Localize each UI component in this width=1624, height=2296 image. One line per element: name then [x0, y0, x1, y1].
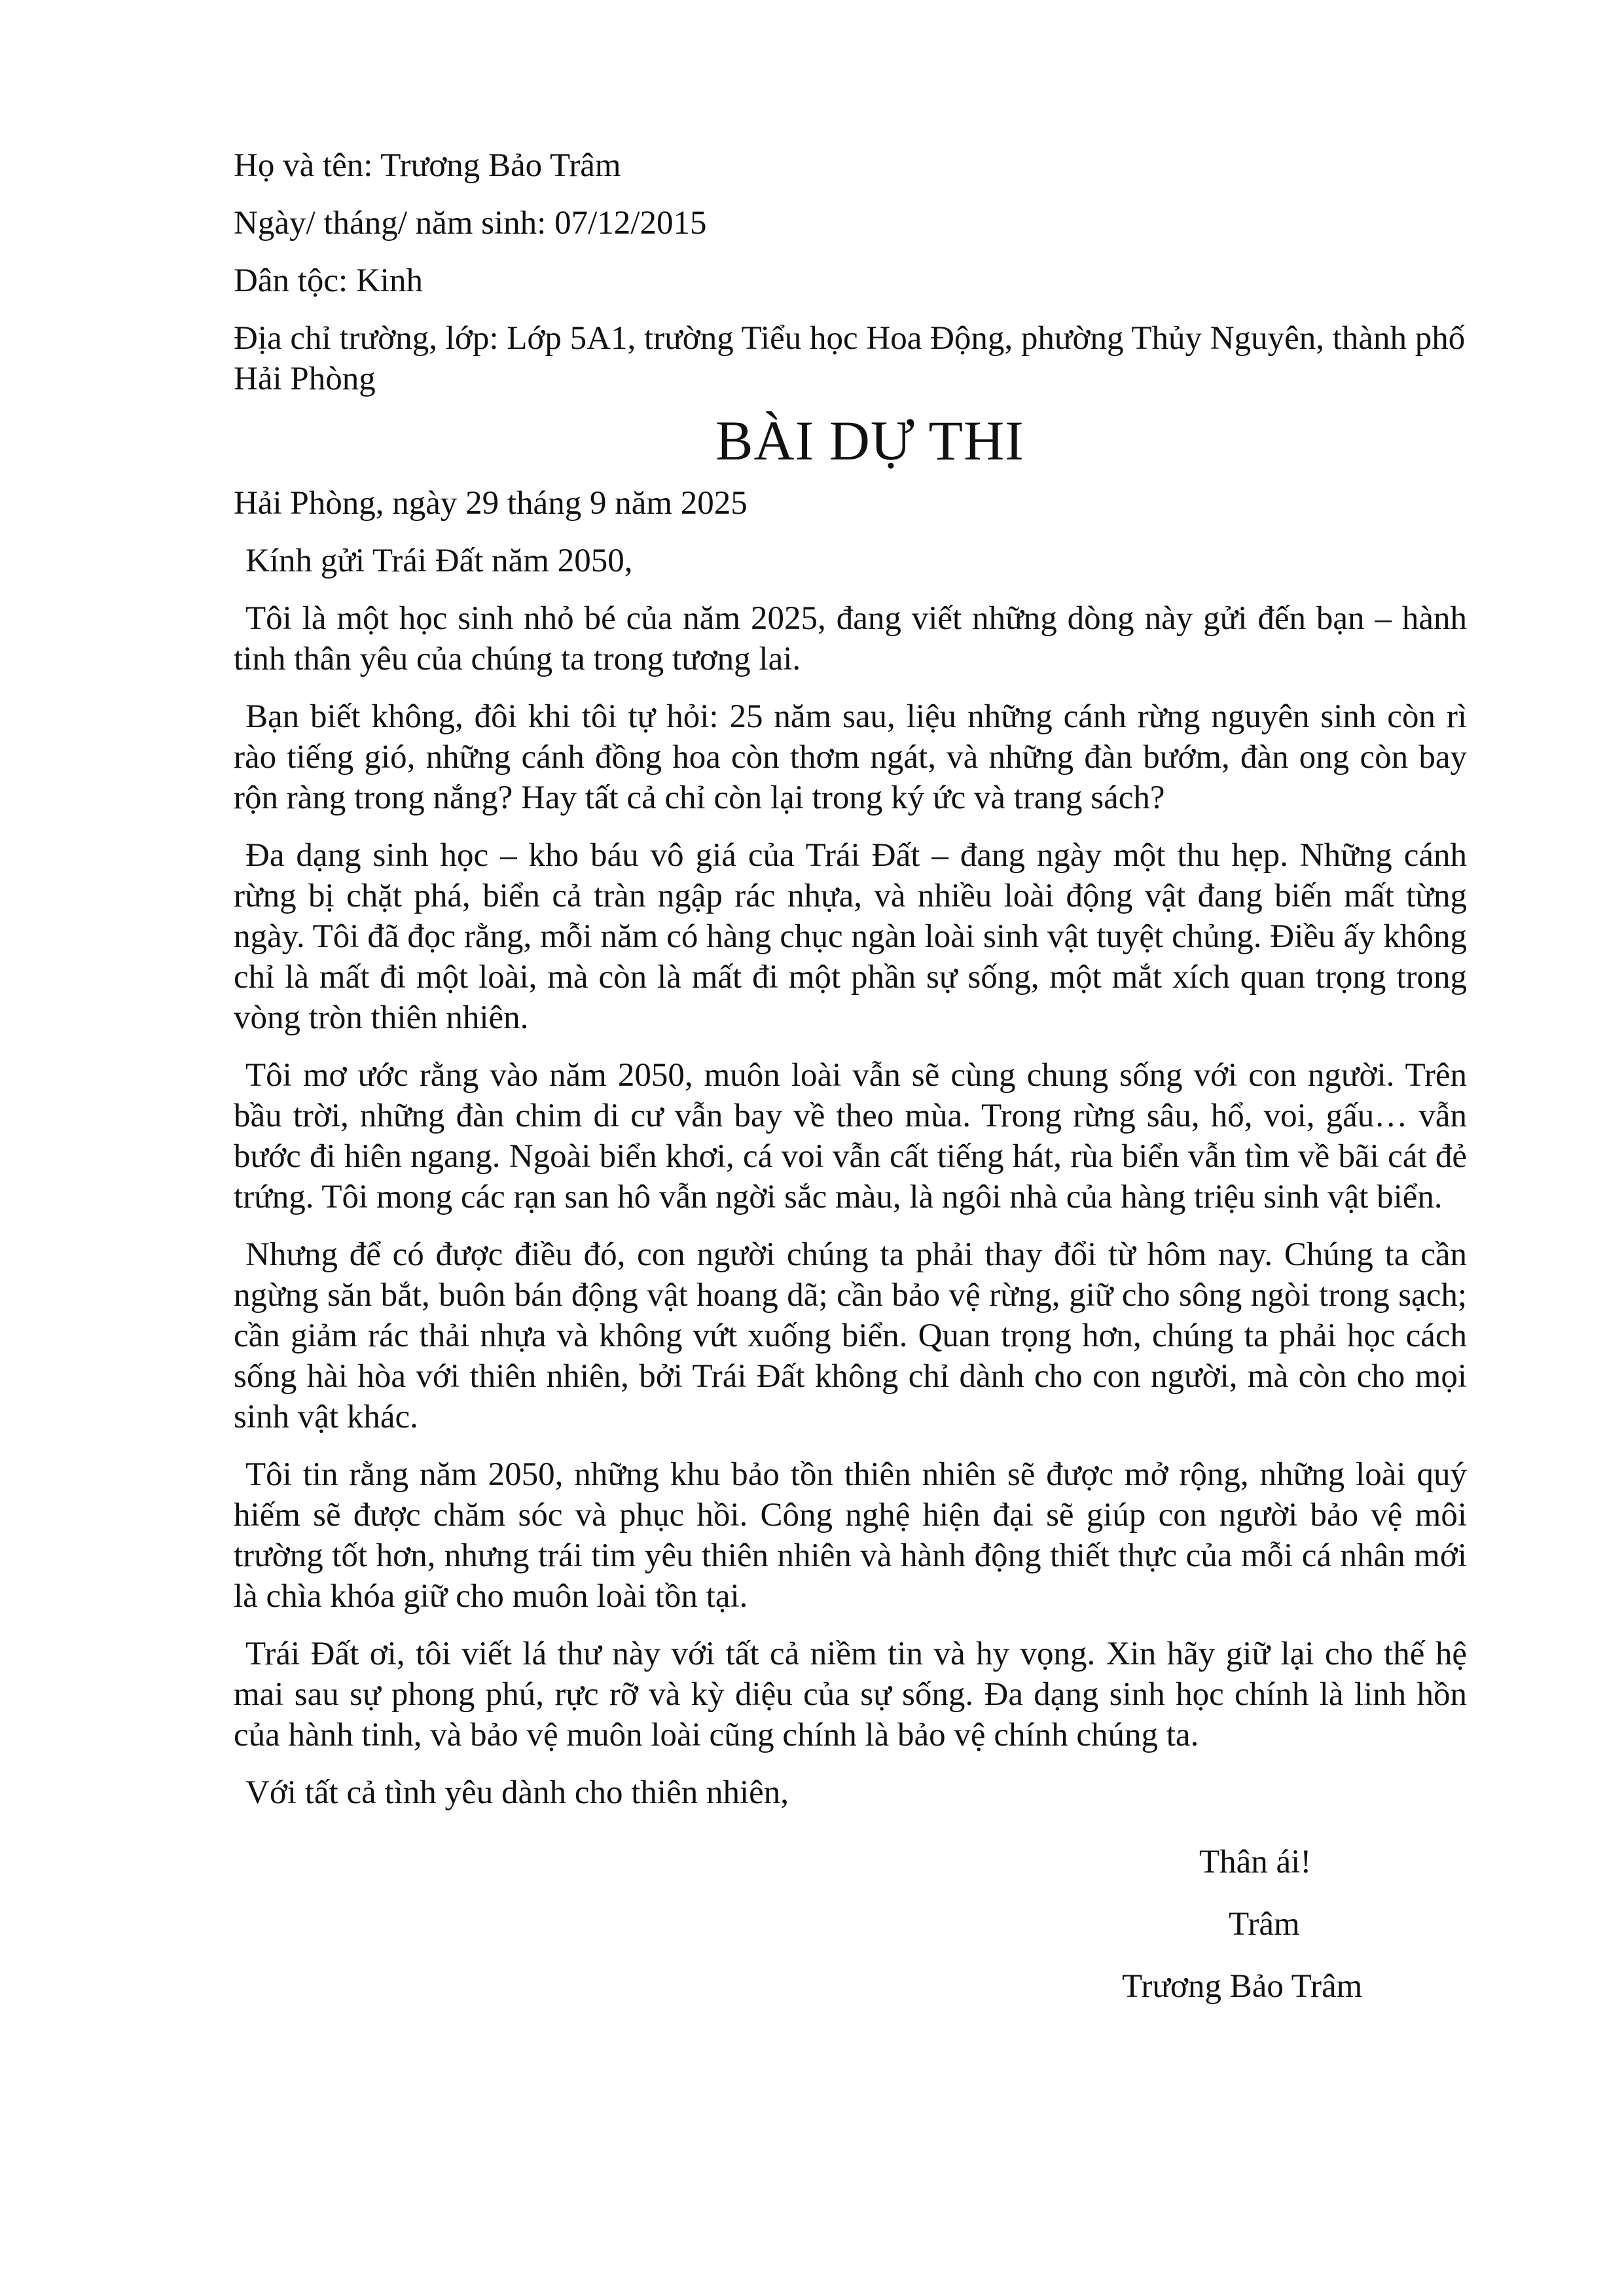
student-name-line: Họ và tên: Trương Bảo Trâm [234, 147, 621, 184]
paragraph-5: Nhưng để có được điều đó, con người chúng ta phải thay đổi từ hôm nay. Chúng ta cần ngừng săn bắt, buôn bán động vật hoang dã; cần bảo vệ rừng, giữ cho sông ngòi trong sạch; cần giảm rác thải nhựa và không vứt xuống biển. Quan trọng hơn, chúng ta phải học cách sống hài hòa với thiên nhiên, bởi Trái Đất không chỉ dành cho con người, mà còn cho mọi sinh vật khác. [234, 1236, 1467, 1435]
paragraph-2: Bạn biết không, đôi khi tôi tự hỏi: 25 năm sau, liệu những cánh rừng nguyên sinh còn rì rào tiếng gió, những cánh đồng hoa còn thơm ngát, và những đàn bướm, đàn ong còn bay rộn ràng trong nắng? Hay tất cả chỉ còn lại trong ký ức và trang sách? [234, 698, 1467, 816]
paragraph-1: Tôi là một học sinh nhỏ bé của năm 2025, đang viết những dòng này gửi đến bạn – hành tinh thân yêu của chúng ta trong tương lai. [234, 600, 1467, 677]
signature-full-name: Trương Bảo Trâm [1122, 1968, 1363, 2005]
birth-date-line: Ngày/ tháng/ năm sinh: 07/12/2015 [234, 205, 707, 242]
signature-block [234, 1842, 1467, 2104]
school-address-line: Địa chỉ trường, lớp: Lớp 5A1, trường Tiểu học Hoa Động, phường Thủy Nguyên, thành phố Hải Phòng [234, 320, 1466, 397]
document-title: BÀI DỰ THI [715, 409, 1024, 472]
signature-farewell: Thân ái! [1199, 1844, 1312, 1880]
paragraph-4: Tôi mơ ước rằng vào năm 2050, muôn loài vẫn sẽ cùng chung sống với con người. Trên bầu trời, những đàn chim di cư vẫn bay về theo mùa. Trong rừng sâu, hổ, voi, gấu… vẫn bước đi hiên ngang. Ngoài biển khơi, cá voi vẫn cất tiếng hát, rùa biển vẫn tìm về bãi cát đẻ trứng. Tôi mong các rạn san hô vẫn ngời sắc màu, là ngôi nhà của hàng triệu sinh vật biển. [234, 1057, 1467, 1215]
letter-closing: Với tất cả tình yêu dành cho thiên nhiên, [245, 1774, 789, 1811]
signature-short-name: Trâm [1229, 1906, 1300, 1943]
letter-body [234, 145, 1467, 2104]
date-location-line: Hải Phòng, ngày 29 tháng 9 năm 2025 [234, 485, 748, 522]
ethnicity-line: Dân tộc: Kinh [234, 262, 423, 299]
paragraph-7: Trái Đất ơi, tôi viết lá thư này với tất cả niềm tin và hy vọng. Xin hãy giữ lại cho thế hệ mai sau sự phong phú, rực rỡ và kỳ diệu của sự sống. Đa dạng sinh học chính là linh hồn của hành tinh, và bảo vệ muôn loài cũng chính là bảo vệ chính chúng ta. [234, 1636, 1467, 1753]
paragraph-3: Đa dạng sinh học – kho báu vô giá của Trái Đất – đang ngày một thu hẹp. Những cánh rừng bị chặt phá, biển cả tràn ngập rác nhựa, và nhiều loài động vật đang biến mất từng ngày. Tôi đã đọc rằng, mỗi năm có hàng chục ngàn loài sinh vật tuyệt chủng. Điều ấy không chỉ là mất đi một loài, mà còn là mất đi một phần sự sống, một mắt xích quan trọng trong vòng tròn thiên nhiên. [234, 837, 1467, 1036]
letter-greeting: Kính gửi Trái Đất năm 2050, [245, 543, 633, 579]
paragraph-6: Tôi tin rằng năm 2050, những khu bảo tồn thiên nhiên sẽ được mở rộng, những loài quý hiếm sẽ được chăm sóc và phục hồi. Công nghệ hiện đại sẽ giúp con người bảo vệ môi trường tốt hơn, nhưng trái tim yêu thiên nhiên và hành động thiết thực của mỗi cá nhân mới là chìa khóa giữ cho muôn loài tồn tại. [234, 1456, 1467, 1615]
